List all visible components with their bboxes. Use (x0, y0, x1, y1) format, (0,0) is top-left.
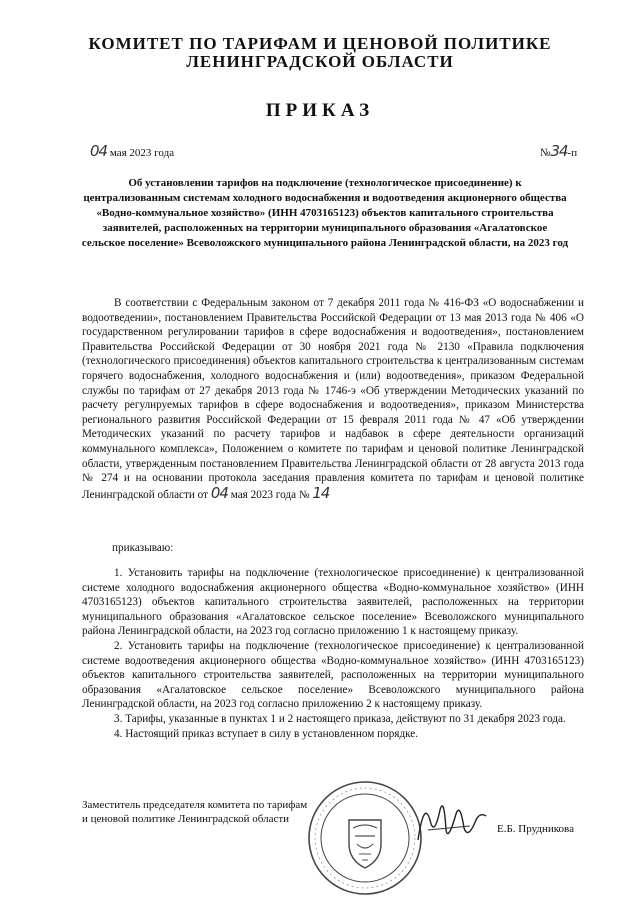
official-seal-icon (305, 778, 425, 898)
number-handwritten: 34 (550, 142, 568, 160)
preamble-text: В соответствии с Федеральным законом от 7 декабря 2011 года № 416-ФЗ «О водоснабжении и водоотведении», постановлением Правительства Российской Федерации от 13 мая 2013 года № 406 «О государственном регулировании тарифов в сфере водоснабжения и водоотведения», постановлением Правительства Российской Федерации от 30 ноября 2021 года № 2130 «Правила подключения (технологического присоединения) объектов капитального строительства к централизованным системам горячего водоснабжения, холодного водоснабжения и (или) водоотведения», приказом Федеральной службы по тарифам от 27 декабря 2013 года № 1746-э «Об утверждении Методических указаний по расчету регулируемых тарифов в сфере водоснабжения и водоотведения», приказом Министерства регионального развития Российской Федерации от 15 февраля 2011 года № 47 «Об утверждении Методических указаний по расчету тарифов и надбавок в сфере деятельности организаций коммунального комплекса», Положением о комитете по тарифам и ценовой политике Ленинградской области, утвержденным постановлением Правительства Ленинградской области от 28 августа 2013 года № 274 и на основании протокола заседания правления комитета по тарифам и ценовой политике Ленинградской области от (82, 297, 584, 501)
order-word: приказываю: (112, 542, 174, 554)
signatory-position (82, 798, 307, 826)
document-date (90, 142, 174, 160)
protocol-day-handwritten: 04 (210, 483, 228, 502)
preamble-paragraph (82, 296, 584, 502)
protocol-number-handwritten: 14 (312, 483, 330, 502)
order-item-4: 4. Настоящий приказ вступает в силу в установленном порядке. (114, 727, 419, 740)
document-number (540, 142, 577, 160)
document-title: Об установлении тарифов на подключение (технологическое присоединение) к централизованным системам холодного водоснабжения и водоотведения акционерного общества «Водно-коммунальное хозяйство» (ИНН 4703165123) объектов капитального строительства заявителей, расположенных на территории муниципального образования «Агалатовское сельское поселение» Всеволожского муниципального района Ленинградской области, на 2023 год (81, 177, 569, 249)
signatory-position-line1: Заместитель председателя комитета по тарифам (82, 799, 308, 811)
signatory-position-line2: и ценовой политике Ленинградской области (82, 813, 290, 825)
order-item-3: 3. Тарифы, указанные в пунктах 1 и 2 настоящего приказа, действуют по 31 декабря 2023 года. (114, 712, 566, 725)
order-item-2: 2. Установить тарифы на подключение (технологическое присоединение) к централизованной системе водоотведения акционерного общества «Водно-коммунальное хозяйство» (ИНН 4703165123) объектов капитального строительства заявителей, расположенных на территории муниципального образования «Агалатовское сельское поселение» Всеволожского муниципального района Ленинградской области, на 2023 год согласно приложению 2 к настоящему приказу. (82, 639, 584, 711)
organization-name-line1: КОМИТЕТ ПО ТАРИФАМ И ЦЕНОВОЙ ПОЛИТИКЕ (88, 34, 552, 53)
order-items (82, 566, 584, 741)
protocol-date-rest: мая 2023 года № (230, 488, 310, 501)
signatory-name: Е.Б. Прудникова (497, 823, 574, 835)
order-item-1: 1. Установить тарифы на подключение (технологическое присоединение) к централизованной системе холодного водоснабжения акционерного общества «Водно-коммунальное хозяйство» (ИНН 4703165123) объектов капитального строительства заявителей, расположенных на территории муниципального образования «Агалатовское сельское поселение» Всеволожского муниципального района Ленинградской области, на 2023 год согласно приложению 1 к настоящему приказу. (82, 567, 584, 638)
date-month-year: мая 2023 года (109, 147, 175, 159)
document-type: ПРИКАЗ (265, 100, 375, 121)
date-day-handwritten: 04 (90, 142, 108, 160)
handwritten-signature-icon (410, 790, 490, 850)
number-prefix: № (540, 147, 551, 159)
number-suffix: -п (567, 147, 578, 159)
organization-name-line2: ЛЕНИНГРАДСКОЙ ОБЛАСТИ (186, 52, 454, 71)
